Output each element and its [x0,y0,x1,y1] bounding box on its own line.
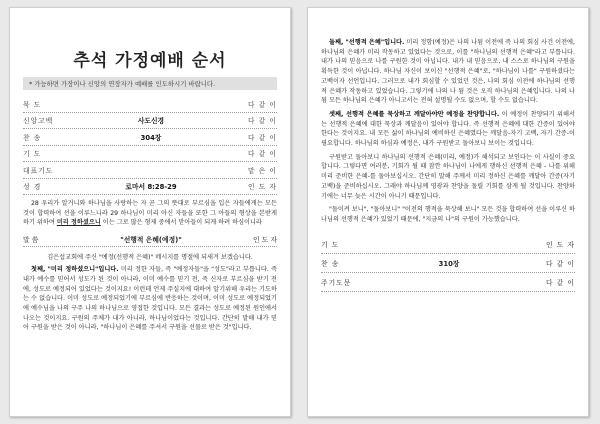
order-leader: 다 같 이 [545,278,575,287]
order-row-representative-prayer [23,162,277,179]
point-two: 둘째, "선행적 은혜"입니다. 미리 정함(예정)은 나의 나됨 이전에 즉 나의 회심 사건 이전에, 하나님의 은혜가 미리 작동하고 있었다는 것으로, 이를 "하나님의 선행적 은혜"라고 부릅니다. 내가 나의 믿음으로 나를 구원한 것이 아닙니다. 내가 내 믿음으로, 내 스스로 하나님의 구원을 획득한 것이 아닙니다. 하나님 자신이 보이신 "선행적 은혜"로, "하나님이 나를" 구원하셨다는 고백이자 선언입니다. 그러므로 내가 회심할 수 있었던 것은, 나의 회심 이전에 하나님의 선행적 은혜가 작동하고 있었습니다. 그렇기에 나의 나 됨 것은 오직 하나님의 은혜입니다. 나의 나됨 모든 하나님의 은혜가 아니고서는 전혀 설명될 수도 없으며, 할 수도 없습니다. [321,39,575,105]
point-one: 첫째, "미리 정하셨으니"입니다. 미리 정한 자들, 즉 "예정자들"을 "성도"라고 부릅니다. 즉 내가 예수를 믿어서 성도가 된 것이 아니라, 이미 예수를 믿기 전, 즉 신자로 부르심을 받기 전에, 성도로 예정되어 있었다는 것이지요! 이런데 언제 주실지에 대하여 알기위해 우리는 기도하는 수 없습니다. 이미 성도로 예정되었기에 부르심에 반응하는 것이며, 이미 성도로 예정되었기에 예수님을 나의 구주 나의 하나님으로 영접한 것입니다. 모든 결과는 성도로 예정된 원인에서 나오는 것이지요. 구원의 주체가 내가 아니라, 하나님이었다는 것입니다. 간단히 말해 내가 믿어 구원을 받은 것이 아니라, "하나님이 은혜를 주셔서 구원을 선물로 받은 것"입니다. [23,266,277,332]
order-row-message [23,232,277,247]
order-leader: 인 도 자 [545,240,575,249]
order-content: 310장 [438,259,460,268]
order-row-silent-prayer [23,96,277,113]
point-heading: 첫째, "미리 정하셨으니"입니다. [31,266,119,274]
point-heading: 둘째, "선행적 은혜"입니다. [329,39,405,46]
paragraph-reflection: "돌이켜 보니", "돌아보니" "이전의 행적을 묵상해 보니" 모든 것을 합력하여 선을 이루신 하나님의 선행적 은혜가 있었기 때문에, "지금의 나"의 구원이 가능했습니다. [321,206,575,223]
scripture-emphasis: 미리 정하셨으니 [56,219,101,227]
order-leader: 다 같 이 [247,133,277,142]
order-row-prayer [321,235,575,254]
order-row-scripture [23,179,277,196]
right-page [307,7,589,417]
scripture-text: 28 우리가 알거니와 하나님을 사랑하는 자 곧 그의 뜻대로 부르심을 입은 자들에게는 모든 것이 합력하여 선을 이루느니라 29 하나님이 미리 아신 자들을 또한 그 아들의 형상을 본받게 하기 위하여 미리 정하셨으니 이는 그로 많은 형제 중에서 맏아들이 되게 하려 하심이니라 [23,200,277,227]
order-label: 찬 송 [23,133,42,142]
order-label: 묵 도 [23,100,42,109]
order-label: 말 씀 [23,236,39,245]
order-label: 대표기도 [23,166,54,175]
order-label: 성 경 [23,183,42,192]
order-content: 로마서 8:28-29 [125,183,177,192]
order-leader: 인 도 자 [247,183,277,192]
order-label: 기 도 [321,240,340,249]
order-row-creed [23,113,277,130]
page-title: 추석 가정예배 순서 [73,51,227,71]
order-leader: 다 같 이 [247,150,277,159]
order-leader: 인 도 자 [252,236,277,245]
order-label: 주기도문 [321,278,352,287]
order-row-hymn [23,129,277,146]
order-leader: 다 같 이 [545,259,575,268]
order-label: 기 도 [23,150,42,159]
worship-order [23,96,277,195]
order-leader: 다 같 이 [247,100,277,109]
order-row-prayer [23,146,277,163]
order-leader: 다 같 이 [247,117,277,126]
paragraph-testimony: 구원받고 돌아보니 하나님의 선행적 은혜(미리, 예정)가 해석되고 보인다는 이 사실이 중요합니다. 그렇다면 여러분, 기회가 될 때 잠깐 하나님이 나에게 행하신 선행적 은혜 - 나를 위해 미리 준비한 은혜-를 돌아보십시오. 간단히 말해 주께서 미리 정하신 은혜를 깨달아 간증(자기 고백)을 준비하십시오. 그래야 하나님께 영광과 찬양을 돌릴 기회를 삼게 될 것입니다. 찬양하기에는 너무 늦은 시간이 아니기 때문입니다. [321,153,575,200]
order-label: 신앙고백 [23,117,54,126]
order-row-hymn [321,254,575,273]
notice-banner: * 가능하면 가장이나 신앙의 연장자가 예배를 인도하시기 바랍니다. [23,77,277,90]
order-content: 사도신경 [137,117,165,126]
point-three: 셋째, 선행적 은혜를 묵상하고 깨달아야만 예정을 찬양합니다. 이 예정이 찬양되기 위해서는 선행적 은혜에 대한 묵상과 깨달음이 있어야 합니다. 즉 선행적 은혜에 대한 간증이 있어야 한다는 것이지요. 내 모든 삶이 하나님의 예비하신 은혜였다는 깨달음-자기 고백, 자기 간증-이 필요합니다. 하나님의 하심과 예정은, 내가 구원받고 돌아보니 보이는 것입니다. [321,110,575,148]
message-intro: 김은섭교회에 주신 "예정(선행적 은혜)" 메시지를 명절에 되새겨 보겠습니다. [47,254,253,262]
order-content: 304장 [140,133,162,142]
order-leader: 맡 은 이 [247,166,277,175]
order-label: 찬 송 [321,259,340,268]
left-page [9,7,291,417]
order-row-lords-prayer [321,273,575,292]
point-heading: 셋째, 선행적 은혜를 묵상하고 깨달아야만 예정을 찬양합니다. [329,110,500,118]
sermon-title: "선행적 은혜(예정)" [120,236,182,245]
closing-order [321,235,575,292]
